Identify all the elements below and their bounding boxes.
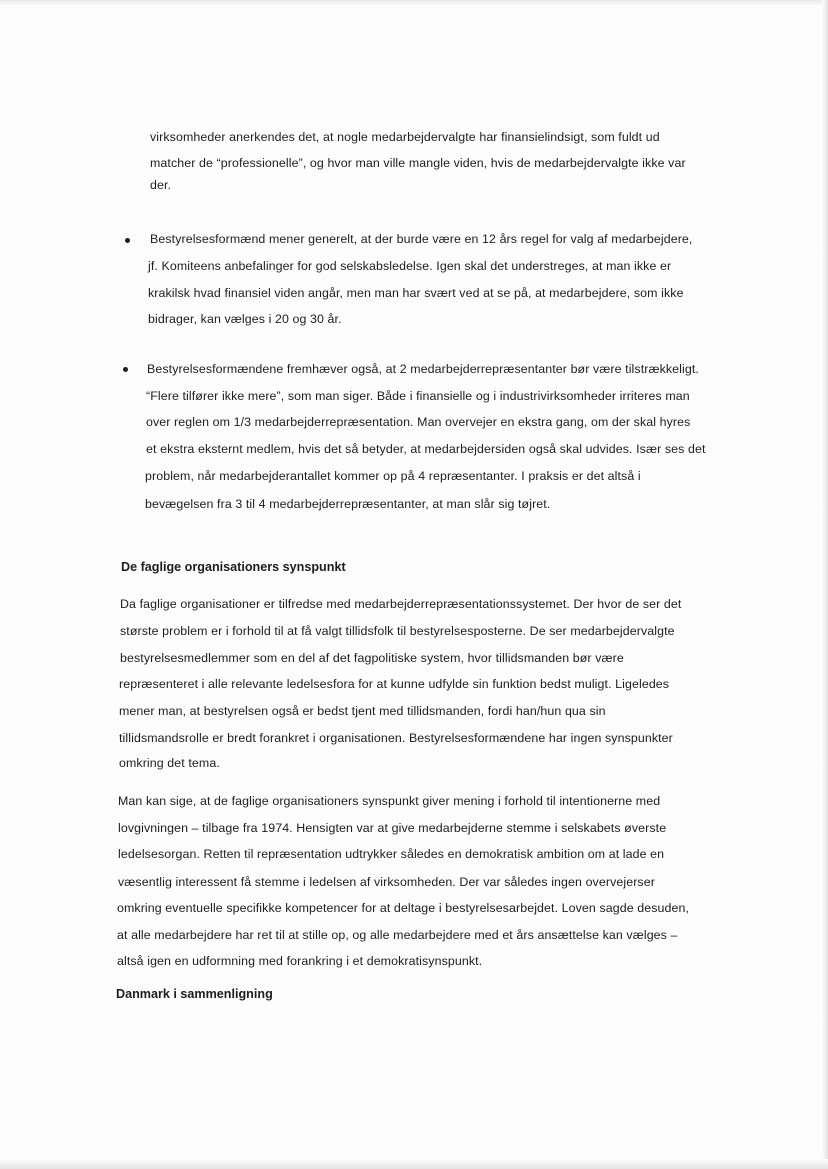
scan-edge-bottom — [0, 1159, 828, 1169]
section-heading: De faglige organisationers synspunkt — [121, 560, 346, 574]
paragraph-line: repræsenteret i alle relevante ledelsesfora for at kunne udfylde sin funktion bedst muligt. Ligeledes — [119, 677, 670, 691]
bullet-marker — [123, 367, 128, 372]
continuation-line: virksomheder anerkendes det, at nogle medarbejdervalgte har finansielindsigt, som fuldt ud — [150, 130, 660, 144]
bullet-2-line: et ekstra eksternt medlem, hvis det så betyder, at medarbejdersiden også skal udvides. Især ses det — [146, 442, 706, 456]
paragraph-line: omkring det tema. — [119, 756, 220, 770]
paragraph-line: altså igen en udformning med forankring i et demokratisynspunkt. — [117, 954, 483, 968]
bullet-2-line: over reglen om 1/3 medarbejderrepræsentation. Man overvejer en ekstra gang, om der skal hyres — [146, 415, 691, 429]
section-heading: Danmark i sammenligning — [116, 987, 273, 1001]
bullet-1-line: bidrager, kan vælges i 20 og 30 år. — [148, 312, 342, 326]
bullet-1-line: krakilsk hvad finansiel viden angår, men man har svært ved at se på, at medarbejdere, som ikke — [148, 286, 684, 300]
paragraph-line: største problem er i forhold til at få valgt tillidsfolk til bestyrelsesposterne. De ser medarbejdervalgte — [120, 624, 675, 638]
paragraph-line: væsentlig interessent få stemme i ledelsen af virksomheden. Der var således ingen overvejerser — [118, 875, 655, 889]
scan-edge-right — [822, 0, 828, 1169]
paragraph-line: Da faglige organisationer er tilfredse med medarbejderrepræsentationssystemet. Der hvor de ser det — [120, 597, 682, 611]
paragraph-line: Man kan sige, at de faglige organisationers synspunkt giver mening i forhold til intentionerne med — [118, 794, 661, 808]
paragraph-line: ledelsesorgan. Retten til repræsentation udtrykker således en demokratisk ambition om at lade en — [118, 847, 665, 861]
bullet-2-line: “Flere tilfører ikke mere”, som man siger. Både i finansielle og i industrivirksomheder irriteres man — [146, 389, 690, 403]
bullet-2-line: Bestyrelsesformændene fremhæver også, at 2 medarbejderrepræsentanter bør være tilstrækkeligt. — [147, 362, 699, 376]
bullet-1-line: jf. Komiteens anbefalinger for god selskabsledelse. Igen skal det understreges, at man ikke er — [148, 259, 672, 273]
bullet-1-line: Bestyrelsesformænd mener generelt, at der burde være en 12 års regel for valg af medarbejdere, — [150, 232, 693, 246]
bullet-2-line: problem, når medarbejderantallet kommer op på 4 repræsentanter. I praksis er det altså i — [145, 469, 641, 483]
paragraph-line: mener man, at bestyrelsen også er bedst tjent med tillidsmanden, fordi han/hun qua sin — [119, 704, 606, 718]
paragraph-line: tillidsmandsrolle er bredt forankret i organisationen. Bestyrelsesformændene har ingen synspunkter — [119, 731, 673, 745]
continuation-line: der. — [150, 178, 172, 192]
bullet-marker — [125, 238, 130, 243]
bullet-2-line: bevægelsen fra 3 til 4 medarbejderrepræsentanter, at man slår sig tøjret. — [145, 497, 551, 511]
scan-edge-top — [0, 0, 828, 6]
paragraph-line: bestyrelsesmedlemmer som en del af det fagpolitiske system, hvor tillidsmanden bør være — [120, 651, 624, 665]
paragraph-line: at alle medarbejdere har ret til at stille op, og alle medarbejdere med et års ansættelse kan vælges – — [117, 928, 678, 942]
paragraph-line: lovgivningen – tilbage fra 1974. Hensigten var at give medarbejderne stemme i selskabets øverste — [118, 821, 667, 835]
paragraph-line: omkring eventuelle specifikke kompetencer for at deltage i bestyrelsesarbejdet. Loven sagde desuden, — [117, 901, 690, 915]
continuation-line: matcher de “professionelle”, og hvor man ville mangle viden, hvis de medarbejdervalgte ikke var — [150, 156, 686, 170]
